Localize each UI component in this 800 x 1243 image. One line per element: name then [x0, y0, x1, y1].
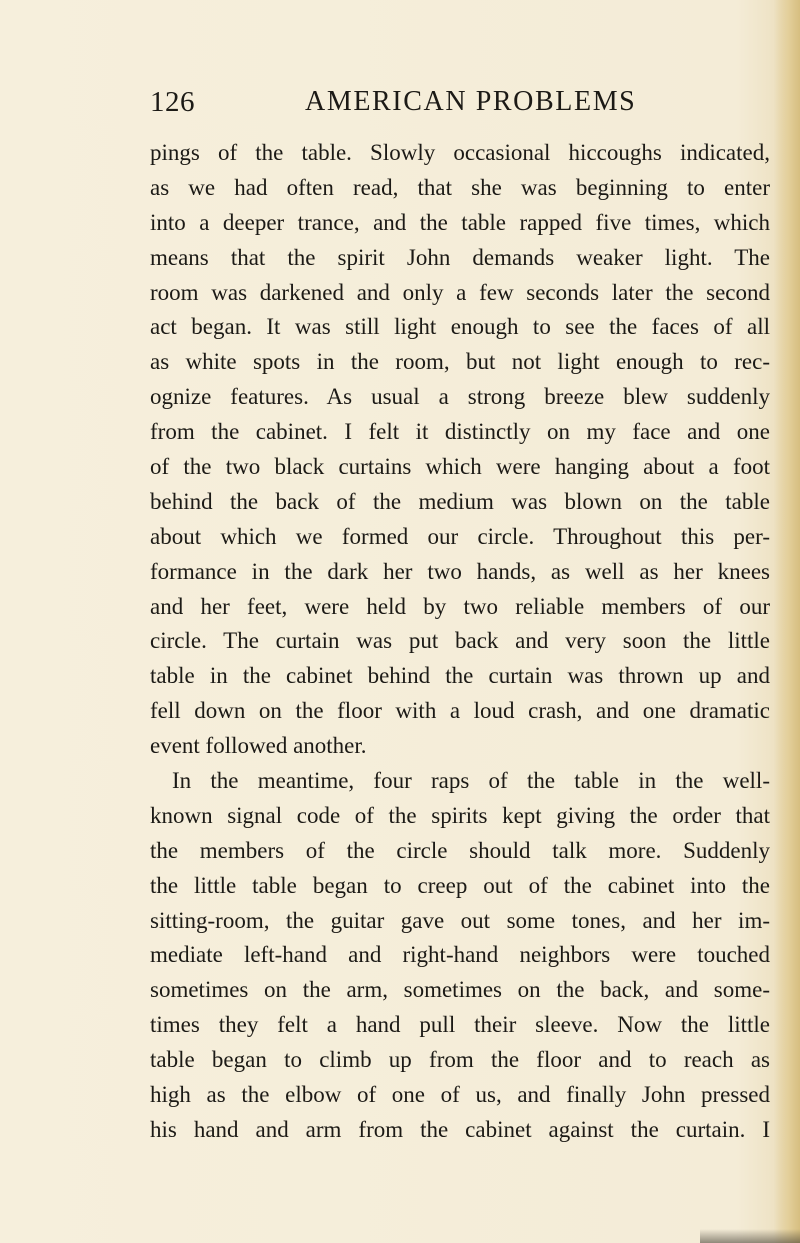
text-line: and her feet, were held by two reliable members of our	[150, 593, 770, 619]
running-head	[150, 86, 790, 126]
page-corner-shadow	[700, 1229, 800, 1243]
text-line: behind the back of the medium was blown on the table	[150, 488, 770, 514]
paragraph-start-line: In the meantime, four raps of the table in the well-	[172, 768, 770, 794]
text-line: his hand and arm from the cabinet against the curtain. I	[150, 1116, 770, 1142]
text-line: high as the elbow of one of us, and finally John pressed	[150, 1082, 770, 1108]
text-line: into a deeper trance, and the table rapped five times, which	[150, 209, 770, 235]
text-line: act began. It was still light enough to see the faces of all	[150, 314, 770, 340]
page-edge-shadow	[774, 0, 800, 1243]
text-line: as white spots in the room, but not light enough to rec-	[150, 349, 770, 375]
text-line: circle. The curtain was put back and very soon the little	[150, 628, 770, 654]
paragraph-end-line: event followed another.	[150, 733, 367, 759]
text-line: sitting-room, the guitar gave out some tones, and her im-	[150, 907, 770, 933]
text-line: about which we formed our circle. Throughout this per-	[150, 523, 770, 549]
running-title: AMERICAN PROBLEMS	[305, 86, 637, 117]
text-line: from the cabinet. I felt it distinctly on my face and one	[150, 419, 770, 445]
page-number: 126	[150, 86, 195, 118]
text-line: the little table began to creep out of the cabinet into the	[150, 872, 770, 898]
text-line: means that the spirit John demands weaker light. The	[150, 244, 770, 270]
text-line: room was darkened and only a few seconds later the second	[150, 279, 770, 305]
text-line: the members of the circle should talk more. Suddenly	[150, 837, 770, 863]
text-line: ognize features. As usual a strong breeze blew suddenly	[150, 384, 770, 410]
text-line: sometimes on the arm, sometimes on the back, and some-	[150, 977, 770, 1003]
text-line: table in the cabinet behind the curtain was thrown up and	[150, 663, 770, 689]
text-line: known signal code of the spirits kept giving the order that	[150, 802, 770, 828]
text-line: pings of the table. Slowly occasional hiccoughs indicated,	[150, 140, 770, 165]
text-line: as we had often read, that she was beginning to enter	[150, 174, 770, 200]
text-line: mediate left-hand and right-hand neighbors were touched	[150, 942, 770, 968]
text-line: table began to climb up from the floor and to reach as	[150, 1047, 770, 1073]
body-text	[150, 136, 770, 1148]
text-line: formance in the dark her two hands, as well as her knees	[150, 558, 770, 584]
text-line: fell down on the floor with a loud crash, and one dramatic	[150, 698, 770, 724]
text-line: of the two black curtains which were hanging about a foot	[150, 454, 770, 480]
text-line: times they felt a hand pull their sleeve. Now the little	[150, 1012, 770, 1038]
